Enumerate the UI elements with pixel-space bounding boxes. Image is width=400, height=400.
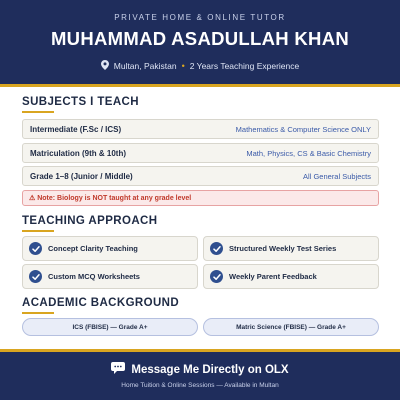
approach-card <box>203 264 379 289</box>
academic-title: ACADEMIC BACKGROUND <box>22 297 180 309</box>
approach-card <box>203 236 379 261</box>
message-on-olx-link[interactable] <box>0 362 400 377</box>
check-circle-icon <box>29 242 42 255</box>
subject-level: Intermediate (F.Sc / ICS) <box>30 124 122 134</box>
location-text: Multan, Pakistan <box>113 61 177 71</box>
subject-row <box>22 119 379 139</box>
approach-title: TEACHING APPROACH <box>22 215 158 227</box>
academic-badge: Matric Science (FBISE) — Grade A+ <box>203 318 379 336</box>
academic-underline <box>22 312 54 314</box>
contact-footer <box>0 352 400 400</box>
experience-text: 2 Years Teaching Experience <box>189 61 300 71</box>
header-meta <box>0 60 400 72</box>
approach-underline <box>22 230 54 232</box>
header-divider <box>0 84 400 87</box>
check-circle-icon <box>29 270 42 283</box>
speech-bubble-icon <box>111 362 125 377</box>
approach-label: Concept Clarity Teaching <box>48 244 138 253</box>
map-pin-icon <box>101 60 109 72</box>
subject-list: Mathematics & Computer Science ONLY <box>235 124 371 134</box>
subjects-underline <box>22 111 54 113</box>
subject-list: All General Subjects <box>303 171 371 181</box>
subjects-title: SUBJECTS I TEACH <box>22 96 139 108</box>
subject-row <box>22 166 379 186</box>
approach-card <box>22 264 198 289</box>
approach-label: Custom MCQ Worksheets <box>48 272 140 281</box>
check-circle-icon <box>210 242 223 255</box>
profile-header <box>0 0 400 84</box>
header-kicker: PRIVATE HOME & ONLINE TUTOR <box>114 13 286 22</box>
approach-label: Structured Weekly Test Series <box>229 244 337 253</box>
subject-list: Math, Physics, CS & Basic Chemistry <box>246 148 371 158</box>
footer-subtitle: Home Tuition & Online Sessions — Available in Multan <box>121 382 279 389</box>
approach-card <box>22 236 198 261</box>
biology-warning-note: ⚠ Note: Biology is NOT taught at any grade level <box>22 190 379 206</box>
subject-level: Matriculation (9th & 10th) <box>30 148 127 158</box>
tutor-name: MUHAMMAD ASADULLAH KHAN <box>50 28 350 49</box>
approach-label: Weekly Parent Feedback <box>229 272 317 281</box>
subject-row <box>22 143 379 163</box>
separator-dot: • <box>181 61 185 71</box>
cta-label: Message Me Directly on OLX <box>131 363 289 376</box>
check-circle-icon <box>210 270 223 283</box>
academic-badge: ICS (FBISE) — Grade A+ <box>22 318 198 336</box>
subject-level: Grade 1–8 (Junior / Middle) <box>30 171 133 181</box>
